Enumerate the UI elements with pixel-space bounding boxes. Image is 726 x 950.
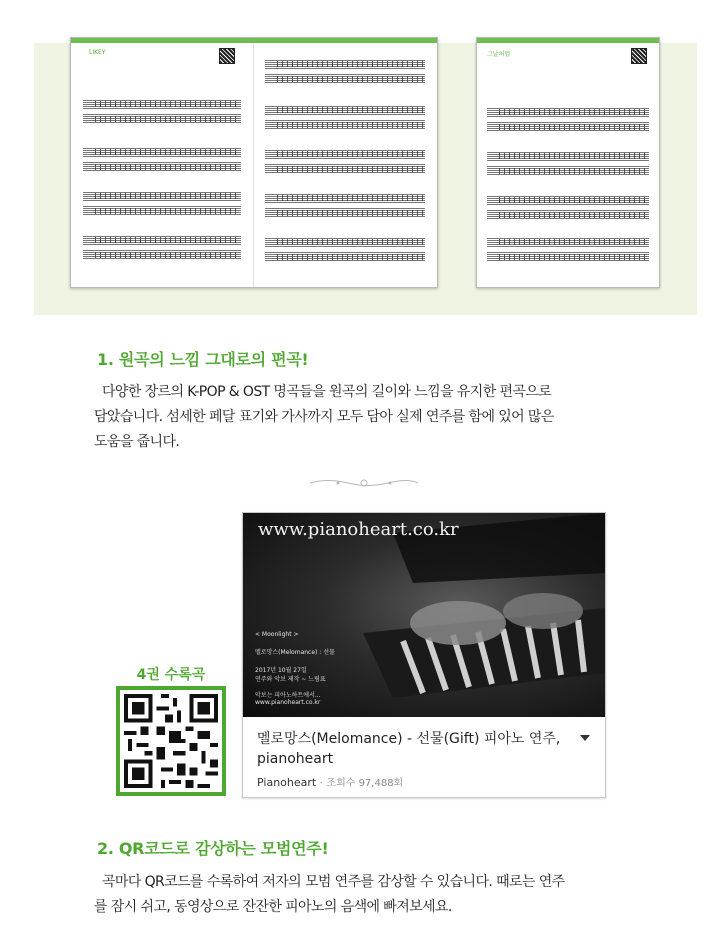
music-system: [265, 194, 425, 218]
page-fold: [253, 43, 254, 287]
music-system: [487, 108, 649, 132]
overlay-line: 악보는 피아노하트에서...: [255, 692, 321, 699]
channel-name[interactable]: Pianoheart: [257, 776, 317, 789]
ornament-divider: [308, 476, 420, 490]
music-system: [265, 150, 425, 174]
page-accent-bar: [477, 38, 659, 43]
page-qr-icon: [219, 48, 235, 64]
overlay-line: < Moonlight >: [255, 631, 299, 638]
qr-code-image: [120, 690, 222, 792]
video-thumbnail[interactable]: [243, 513, 605, 717]
sheet-music-page: [476, 37, 660, 288]
view-count: 조회수 97,488회: [326, 778, 404, 789]
overlay-line: 멜로망스(Melomance) : 선물: [255, 649, 335, 656]
overlay-line: 연주와 악보 제작 ~ 느림표: [255, 676, 326, 683]
meta-separator: ·: [319, 778, 323, 789]
music-system: [487, 238, 649, 262]
qr-label: 4권 수록곡: [136, 667, 206, 683]
section2-line-1: 곡마다 QR코드를 수록하여 저자의 모범 연주를 감상할 수 있습니다. 때로는 연주: [102, 874, 565, 890]
video-watermark: www.pianoheart.co.kr: [258, 519, 459, 540]
section1-title: 1. 원곡의 느낌 그대로의 편곡!: [97, 350, 309, 369]
left-page-title: LIKEY: [89, 49, 106, 56]
music-system: [83, 192, 241, 216]
video-card[interactable]: [242, 512, 606, 798]
music-system: [265, 106, 425, 130]
section2-body: [94, 870, 639, 920]
overlay-line: www.pianoheart.co.kr: [255, 699, 321, 706]
qr-code[interactable]: [116, 686, 226, 796]
sheet-music-spread: [70, 37, 438, 288]
music-system: [83, 236, 241, 260]
dropdown-arrow-icon[interactable]: [577, 731, 593, 745]
overlay-line: 2017년 10월 27일: [255, 667, 307, 674]
music-system: [265, 60, 425, 84]
piano-photo: [243, 513, 605, 717]
section2-title: 2. QR코드로 감상하는 모범연주!: [97, 839, 329, 858]
section1-line-3: 도움을 줍니다.: [94, 434, 180, 450]
page-accent-bar: [71, 38, 437, 43]
video-title[interactable]: 멜로망스(Melomance) - 선물(Gift) 피아노 연주, pianoheart: [257, 731, 561, 767]
section2-line-2: 를 잠시 쉬고, 동영상으로 잔잔한 피아노의 음색에 빠져보세요.: [94, 899, 452, 915]
section1-body: [94, 380, 639, 455]
music-system: [83, 100, 241, 124]
right-page-title: 그날처럼: [487, 51, 511, 58]
music-system: [83, 148, 241, 172]
section1-line-2: 담았습니다. 섬세한 페달 표기와 가사까지 모두 담아 실제 연주를 함에 있어 많은: [94, 409, 554, 425]
page-qr-icon: [631, 48, 647, 64]
section1-line-1: 다양한 장르의 K-POP & OST 명곡들을 원곡의 길이와 느낌을 유지한 편곡으로: [102, 384, 552, 400]
video-meta: [257, 774, 403, 789]
music-system: [487, 196, 649, 220]
music-system: [487, 152, 649, 176]
music-system: [265, 238, 425, 262]
